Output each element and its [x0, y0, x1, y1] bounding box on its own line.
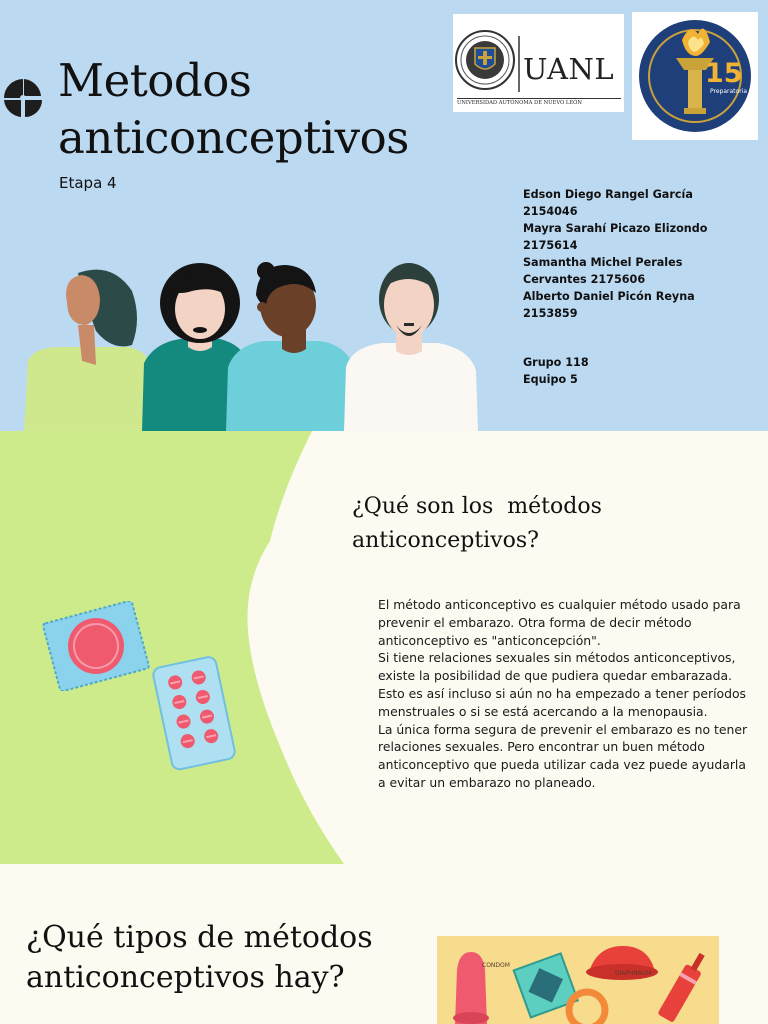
- condom-label: CONDOM: [482, 962, 510, 969]
- member-line: Alberto Daniel Picón Reyna: [523, 290, 695, 303]
- flower-logo-icon: [2, 77, 44, 119]
- member-line: 2154046: [523, 205, 578, 218]
- definition-text: [378, 596, 748, 792]
- member-line: Samantha Michel Perales: [523, 256, 683, 269]
- paragraph: La única forma segura de prevenir el embarazo es no tener relaciones sexuales. Pero encontrar un buen método anticonceptivo que pueda utilizar cada vez puede ayudarla a evitar un embarazo no planeado.: [378, 721, 748, 790]
- section-heading-what-are: [352, 490, 602, 558]
- heading-line-2: anticonceptivos hay?: [26, 960, 345, 995]
- condom-package-icon: [40, 601, 152, 691]
- contraceptive-types-illustration: [437, 936, 719, 1024]
- stage-label: Etapa 4: [59, 174, 117, 192]
- section-heading-types: [26, 918, 373, 998]
- person-3-illustration: [226, 262, 356, 431]
- member-line: 2175614: [523, 239, 578, 252]
- team-label: Equipo 5: [523, 373, 578, 386]
- contraceptive-objects-icon: [437, 936, 719, 1024]
- group-info: [523, 354, 589, 388]
- group-label: Grupo 118: [523, 356, 589, 369]
- hero-section: [0, 0, 768, 431]
- member-line: 2153859: [523, 307, 578, 320]
- title-line-2: anticonceptivos: [58, 111, 409, 164]
- member-line: Edson Diego Rangel García: [523, 188, 693, 201]
- prep-logo-number: 15: [705, 58, 743, 89]
- heading-line-2: anticonceptivos?: [352, 528, 539, 553]
- team-member-list: [523, 186, 733, 322]
- uanl-logo-text: UANL: [523, 52, 615, 86]
- paragraph: El método anticonceptivo es cualquier método usado para prevenir el embarazo. Otra forma de decir método anticonceptivo es "anticoncepción".: [378, 597, 741, 648]
- person-4-illustration: [344, 263, 478, 431]
- title-line-1: Metodos: [58, 54, 252, 107]
- member-line: Mayra Sarahí Picazo Elizondo: [523, 222, 708, 235]
- uanl-logo-subtext: UNIVERSIDAD AUTÓNOMA DE NUEVO LEÓN: [457, 98, 621, 106]
- diaphragm-label: DIAPHRAGM: [615, 970, 652, 977]
- member-line: Cervantes 2175606: [523, 273, 646, 286]
- heading-line-1: ¿Qué tipos de métodos: [26, 920, 373, 955]
- heading-line-1: ¿Qué son los métodos: [352, 494, 602, 519]
- person-1-illustration: [24, 270, 152, 431]
- people-illustration: [20, 255, 490, 431]
- paragraph: Si tiene relaciones sexuales sin métodos anticonceptivos, existe la posibilidad de que pudiera quedar embarazada. Esto es así incluso si aún no ha empezado a tener períodos menstruales o si se está acercando a la menopausia.: [378, 650, 747, 719]
- pill-blister-icon: [150, 653, 240, 773]
- uanl-logo: [453, 14, 624, 112]
- page-title: [58, 52, 409, 166]
- prep-logo-label: Preparatoria: [710, 88, 748, 95]
- preparatoria-15-logo: [632, 12, 758, 140]
